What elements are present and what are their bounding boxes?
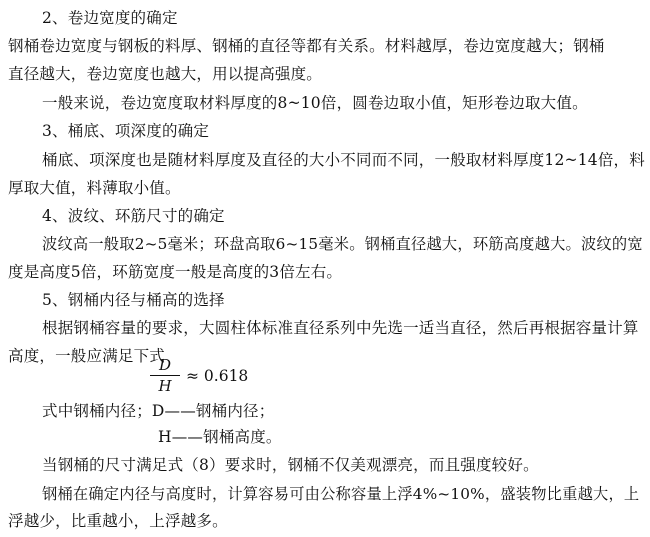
formula-where-line-1: 式中钢桶内径；D——钢桶内径；: [42, 402, 275, 420]
section-5-paragraph-after: 当钢桶的尺寸满足式（8）要求时，钢桶不仅美观漂亮，而且强度较好。: [42, 456, 539, 474]
section-5-heading: 5、钢桶内径与桶高的选择: [42, 291, 225, 309]
formula-fraction: [150, 356, 180, 395]
section-3-line-2: 厚取大值，料薄取小值。: [8, 179, 181, 197]
fraction-bar: [150, 375, 180, 376]
section-4-line-1: 波纹高一般取2~5毫米；环盘高取6~15毫米。钢桶直径越大，环筋高度越大。波纹的宽: [42, 235, 643, 253]
section-2-paragraph-1-line-2: 直径越大，卷边宽度也越大，用以提高强度。: [8, 65, 323, 83]
section-5-line-2: 高度，一般应满足下式: [8, 347, 166, 365]
section-5-line-1: 根据钢桶容量的要求，大圆柱体标准直径系列中先选一适当直径，然后再根据容量计算: [42, 319, 639, 337]
section-5-last-line-2: 浮越少，比重越小，上浮越多。: [8, 512, 228, 530]
section-2-heading: 2、卷边宽度的确定: [42, 9, 178, 27]
section-3-line-1: 桶底、项深度也是随材料厚度及直径的大小不同而不同，一般取材料厚度12~14倍，料: [42, 151, 645, 169]
section-5-last-line-1: 钢桶在确定内径与高度时，计算容易可由公称容量上浮4%~10%，盛装物比重越大，上: [42, 485, 640, 503]
section-3-heading: 3、桶底、项深度的确定: [42, 122, 210, 140]
formula-denominator: H: [158, 377, 172, 395]
section-4-heading: 4、波纹、环筋尺寸的确定: [42, 207, 225, 225]
formula-where-line-2: H——钢桶高度。: [158, 428, 282, 446]
section-4-line-2: 度是高度5倍，环筋宽度一般是高度的3倍左右。: [8, 263, 343, 281]
formula-relation: ≈ 0.618: [186, 367, 249, 385]
section-2-paragraph-2: 一般来说，卷边宽度取材料厚度的8~10倍，圆卷边取小值，矩形卷边取大值。: [42, 94, 588, 112]
formula-numerator: D: [158, 356, 172, 374]
section-2-paragraph-1-line-1: 钢桶卷边宽度与钢板的料厚、钢桶的直径等都有关系。材料越厚，卷边宽度越大；钢桶: [8, 37, 605, 55]
